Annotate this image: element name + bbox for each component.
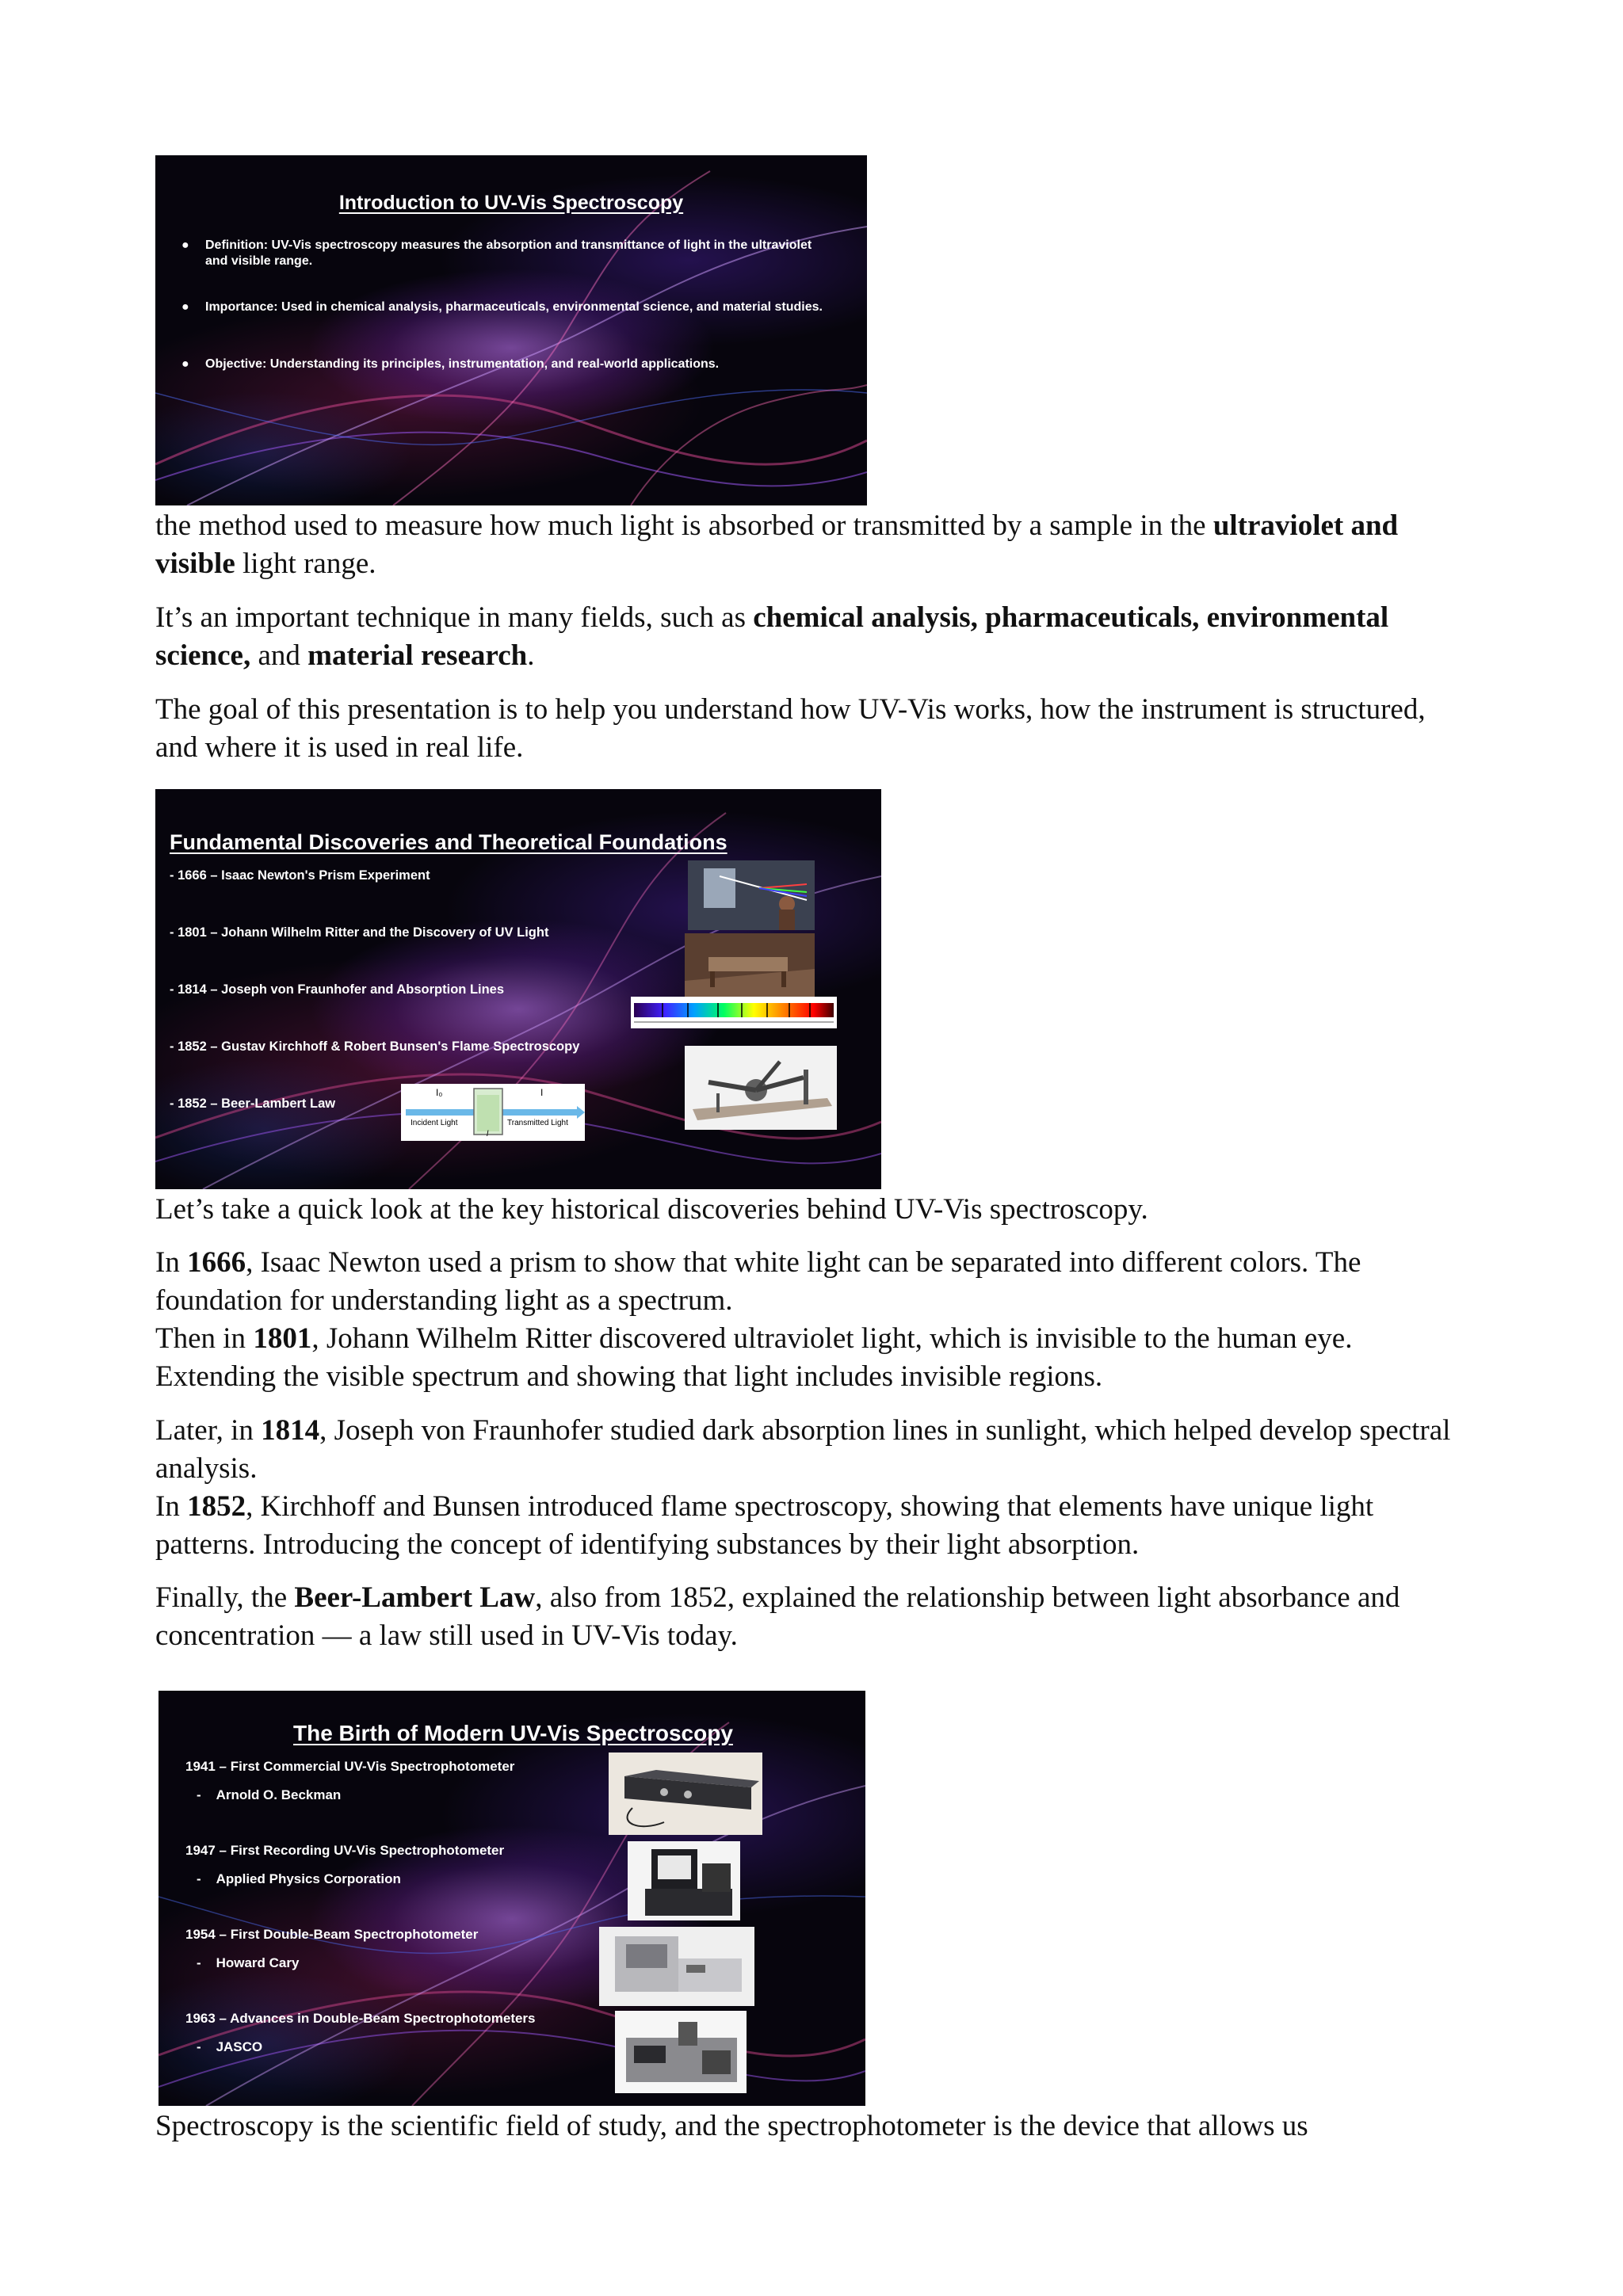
paragraph-beer-lambert xyxy=(155,1579,1471,1655)
bullet-text: Definition: UV-Vis spectroscopy measures the absorption and transmittance of light in the ultraviolet and visible range. xyxy=(205,238,812,268)
history-item-1801: - 1801 – Johann Wilhelm Ritter and the Discovery of UV Light xyxy=(170,925,549,940)
spectrum-lines xyxy=(631,997,837,1028)
person-name: Arnold O. Beckman xyxy=(216,1787,342,1802)
slide-title: The Birth of Modern UV-Vis Spectroscopy xyxy=(293,1721,733,1745)
bullet-definition xyxy=(181,238,823,269)
text-run: In xyxy=(155,1246,188,1279)
modern-event-1954: 1954 – First Double-Beam Spectrophotometer xyxy=(185,1927,479,1942)
modern-person-1963: - JASCO xyxy=(197,2039,263,2054)
person-name: JASCO xyxy=(216,2039,263,2054)
bold-run: 1852 xyxy=(187,1490,246,1523)
text-run: Finally, the xyxy=(155,1581,295,1614)
text-run: , Johann Wilhelm Ritter discovered ultraviolet light, which is invisible to the human eye. Extending the visible spectrum and showing that light includes invisible regions. xyxy=(155,1322,1353,1393)
bullet-importance xyxy=(181,299,823,315)
text-run: , also from 1852, explained the relationship between light absorbance and concentration — a law still used in UV-Vis today. xyxy=(155,1581,1400,1652)
bold-run: ultraviolet and visible xyxy=(155,509,1399,580)
paragraph-importance xyxy=(155,599,1471,675)
bullet-text: Importance: Used in chemical analysis, pharmaceuticals, environmental science, and material studies. xyxy=(205,300,823,314)
modern-event-1947: 1947 – First Recording UV-Vis Spectrophotometer xyxy=(185,1843,505,1858)
history-item-1852-kirchhoff: - 1852 – Gustav Kirchhoff & Robert Bunsen's Flame Spectroscopy xyxy=(170,1039,580,1054)
text-run: It’s an important technique in many fields, such as xyxy=(155,601,754,634)
history-item-1666: - 1666 – Isaac Newton's Prism Experiment xyxy=(170,868,430,883)
recording-spectrophotometer-photo xyxy=(628,1841,740,1920)
bullet-objective xyxy=(181,357,823,372)
flame-spectroscope-image xyxy=(685,1046,837,1130)
bullet-dot: ● xyxy=(181,357,189,371)
modern-person-1954: - Howard Cary xyxy=(197,1955,300,1970)
incident-light-label: Incident Light xyxy=(411,1119,458,1127)
spectroscope-illustration xyxy=(685,1046,837,1130)
instrument-illustration xyxy=(609,1753,762,1835)
transmitted-intensity-label: I xyxy=(540,1087,544,1098)
bold-run: chemical analysis, pharmaceuticals, environmental science, xyxy=(155,601,1389,672)
text-run: , Joseph von Fraunhofer studied dark absorption lines in sunlight, which helped develop spectral analysis. xyxy=(155,1414,1451,1485)
person-name: Applied Physics Corporation xyxy=(216,1871,401,1886)
prism-illustration xyxy=(688,860,815,930)
beer-lambert-illustration xyxy=(401,1084,585,1141)
slide-title: Fundamental Discoveries and Theoretical Foundations xyxy=(170,830,727,854)
prism-experiment-photo xyxy=(688,860,815,930)
modern-event-1941: 1941 – First Commercial UV-Vis Spectrophotometer xyxy=(185,1759,515,1774)
beckman-spectrophotometer-photo xyxy=(609,1753,762,1835)
text-run: , Kirchhoff and Bunsen introduced flame spectroscopy, showing that elements have unique light patterns. Introducing the concept of identifying substances by their light absorption. xyxy=(155,1490,1374,1561)
text-run: light range. xyxy=(235,547,376,580)
paragraph-newton-ritter xyxy=(155,1244,1471,1396)
paragraph-fraunhofer-kirchhoff xyxy=(155,1412,1471,1564)
bold-run: 1801 xyxy=(253,1322,312,1355)
paragraph-spectroscopy-definition: Spectroscopy is the scientific field of study, and the spectrophotometer is the device that allows us xyxy=(155,2110,1308,2142)
text-run: the method used to measure how much light is absorbed or transmitted by a sample in the xyxy=(155,509,1213,542)
history-item-1814: - 1814 – Joseph von Fraunhofer and Absorption Lines xyxy=(170,982,505,997)
incident-intensity-label: I₀ xyxy=(436,1087,443,1098)
modern-event-1963: 1963 – Advances in Double-Beam Spectrophotometers xyxy=(185,2011,536,2026)
slide-modern xyxy=(158,1691,865,2106)
double-beam-spectrophotometer-photo xyxy=(599,1927,754,2006)
fraunhofer-spectrum-image xyxy=(631,997,837,1028)
bullet-text: Objective: Understanding its principles, instrumentation, and real-world applications. xyxy=(205,357,720,371)
bold-run: material research xyxy=(307,639,528,672)
slide-intro xyxy=(155,155,867,505)
paragraph-method xyxy=(155,507,1471,583)
bullet-dot: ● xyxy=(181,300,189,314)
room-illustration xyxy=(685,933,815,997)
ritter-room-photo xyxy=(685,933,815,997)
jasco-spectrophotometer-photo xyxy=(615,2011,747,2093)
instrument-illustration xyxy=(628,1841,740,1920)
transmitted-light-label: Transmitted Light xyxy=(507,1119,568,1127)
paragraph-goal: The goal of this presentation is to help you understand how UV-Vis works, how the instrument is structured, and where it is used in real life. xyxy=(155,693,1426,764)
text-run: Later, in xyxy=(155,1414,262,1447)
modern-person-1947: - Applied Physics Corporation xyxy=(197,1871,401,1886)
slide-title: Introduction to UV-Vis Spectroscopy xyxy=(338,192,684,214)
paragraph-history-intro: Let’s take a quick look at the key historical discoveries behind UV-Vis spectroscopy. xyxy=(155,1193,1148,1226)
bold-run: 1814 xyxy=(261,1414,320,1447)
beer-lambert-diagram xyxy=(401,1084,585,1141)
text-run: and xyxy=(250,639,308,672)
slide-history xyxy=(155,789,881,1189)
history-item-1852-beer-lambert: - 1852 – Beer-Lambert Law xyxy=(170,1097,336,1111)
bold-run: 1666 xyxy=(187,1246,246,1279)
text-run: In xyxy=(155,1490,188,1523)
text-run: . xyxy=(527,639,535,672)
bullet-dot: ● xyxy=(181,238,189,252)
text-run: , Isaac Newton used a prism to show that white light can be separated into different colors. The foundation for understanding light as a spectrum. xyxy=(155,1246,1361,1317)
path-length-label: l xyxy=(487,1130,489,1138)
instrument-illustration xyxy=(615,2011,747,2093)
bold-run: Beer-Lambert Law xyxy=(294,1581,536,1614)
text-run: Then in xyxy=(155,1322,254,1355)
instrument-illustration xyxy=(599,1927,754,2006)
modern-person-1941: - Arnold O. Beckman xyxy=(197,1787,342,1802)
person-name: Howard Cary xyxy=(216,1955,300,1970)
